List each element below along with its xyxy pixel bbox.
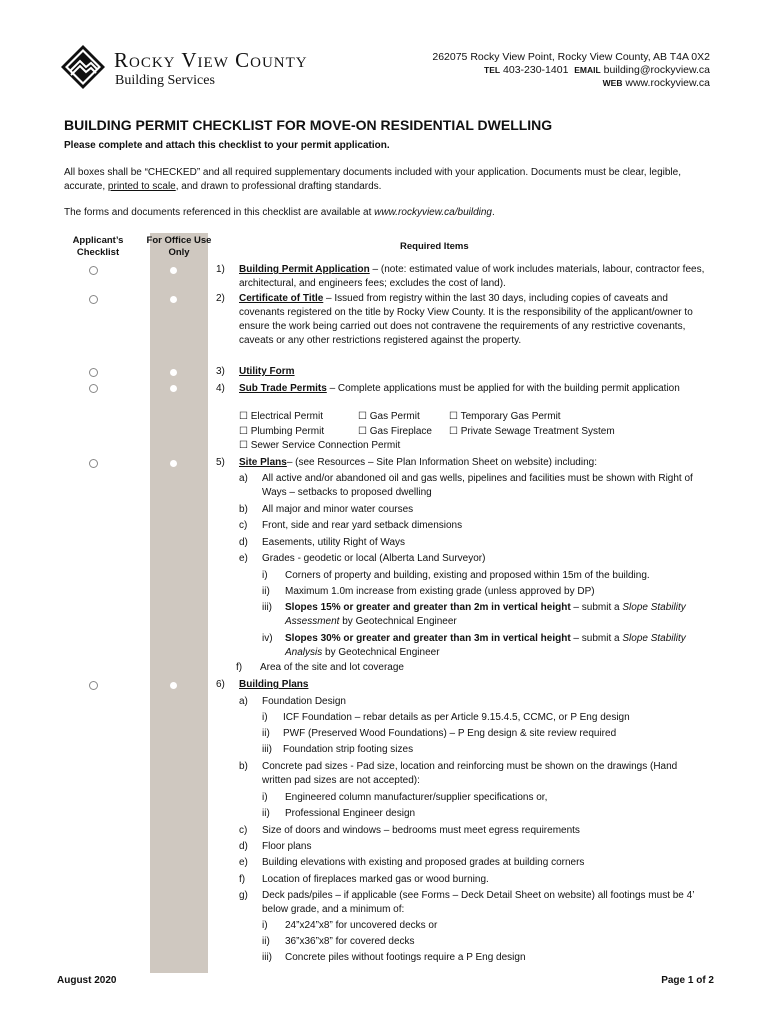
item-utility-form: Utility Form bbox=[239, 366, 295, 377]
office-checkbox-1[interactable] bbox=[170, 267, 177, 274]
org-name: Rocky View County bbox=[114, 48, 308, 72]
page-title: BUILDING PERMIT CHECKLIST FOR MOVE-ON RESIDENTIAL DWELLING bbox=[64, 117, 553, 133]
tel-value: 403-230-1401 bbox=[503, 64, 569, 76]
item-number: 4) bbox=[216, 383, 225, 394]
foundation-strip-footing: Foundation strip footing sizes bbox=[283, 744, 414, 755]
sub-label: d) bbox=[239, 841, 248, 852]
applicant-checkbox-6[interactable] bbox=[89, 681, 98, 690]
sub-label: a) bbox=[239, 696, 248, 707]
sub-label: i) bbox=[262, 920, 268, 931]
col-header-required: Required Items bbox=[400, 241, 469, 252]
item-number: 6) bbox=[216, 679, 225, 690]
org-department: Building Services bbox=[115, 73, 215, 88]
deck-covered: 36”x36”x8” for covered decks bbox=[285, 936, 415, 947]
item-building-plans: Building Plans bbox=[239, 679, 309, 690]
deck-uncovered: 24”x24”x8” for uncovered decks or bbox=[285, 920, 438, 931]
sub-label: iv) bbox=[262, 633, 273, 644]
item-site-plans: Site Plans– (see Resources – Site Plan Information Sheet on website) including: bbox=[239, 457, 597, 468]
applicant-checkbox-3[interactable] bbox=[89, 368, 98, 377]
site-plan-coverage: Area of the site and lot coverage bbox=[260, 662, 404, 673]
site-plan-water: All major and minor water courses bbox=[262, 504, 414, 515]
plans-concrete-pads: Concrete pad sizes - Pad size, location and reinforcing must be shown on the drawings (Hand written pad sizes are not accepted): bbox=[262, 761, 678, 786]
pads-engineer: Professional Engineer design bbox=[285, 808, 416, 819]
email-value[interactable]: building@rockyview.ca bbox=[603, 64, 710, 76]
office-checkbox-6[interactable] bbox=[170, 682, 177, 689]
footer-page-number: Page 1 of 2 bbox=[661, 975, 714, 986]
sub-label: b) bbox=[239, 504, 248, 515]
sub-label: iii) bbox=[262, 952, 272, 963]
sub-label: ii) bbox=[262, 728, 270, 739]
sub-label: f) bbox=[239, 874, 246, 885]
item-sub-trade-permits: Sub Trade Permits – Complete applications must be applied for with the building permit application bbox=[239, 383, 680, 394]
deck-concrete-piles: Concrete piles without footings require a P Eng design bbox=[285, 952, 526, 963]
plans-doors-windows: Size of doors and windows – bedrooms must meet egress requirements bbox=[262, 825, 580, 836]
county-logo bbox=[60, 44, 360, 94]
plans-elevations: Building elevations with existing and proposed grades at building corners bbox=[262, 857, 585, 868]
sub-label: ii) bbox=[262, 586, 270, 597]
sub-label: e) bbox=[239, 857, 248, 868]
col-header-office: For Office Use Only bbox=[146, 235, 212, 258]
item-building-permit-application: Building Permit Application – (note: estimated value of work includes materials, labour, contractor fees, architectural, and engineers fees; excludes the cost of land). bbox=[239, 264, 705, 289]
pads-manufacturer: Engineered column manufacturer/supplier specifications or, bbox=[285, 792, 548, 803]
sub-label: iii) bbox=[262, 602, 272, 613]
instructions-paragraph: All boxes shall be “CHECKED” and all required supplementary documents included with your application. Documents must be clear, legible, accurate, printed to scale, and drawn to professional drafting standards. bbox=[64, 167, 681, 192]
office-use-column bbox=[150, 233, 208, 973]
checkbox-gas-permit[interactable]: ☐ Gas Permit bbox=[358, 411, 420, 422]
forms-location-paragraph: The forms and documents referenced in this checklist are available at www.rockyview.ca/building. bbox=[64, 207, 495, 218]
address: 262075 Rocky View Point, Rocky View County, AB T4A 0X2 bbox=[432, 51, 710, 63]
checkbox-gas-fireplace[interactable]: ☐ Gas Fireplace bbox=[358, 426, 432, 437]
office-checkbox-3[interactable] bbox=[170, 369, 177, 376]
web-value[interactable]: www.rockyview.ca bbox=[625, 77, 710, 89]
grades-slope-30: Slopes 30% or greater and greater than 3m in vertical height – submit a Slope Stability Analysis by Geotechnical Engineer bbox=[285, 633, 686, 658]
sub-label: g) bbox=[239, 890, 248, 901]
email-label: EMAIL bbox=[574, 65, 601, 75]
sub-label: i) bbox=[262, 712, 268, 723]
col-header-applicant: Applicant’s Checklist bbox=[72, 235, 124, 258]
sub-label: i) bbox=[262, 570, 268, 581]
item-number: 5) bbox=[216, 457, 225, 468]
plans-deck-pads: Deck pads/piles – if applicable (see Forms – Deck Detail Sheet on website) all footings must be 4’ below grade, and a minimum of: bbox=[262, 890, 695, 915]
checkbox-plumbing-permit[interactable]: ☐ Plumbing Permit bbox=[239, 426, 325, 437]
plans-fireplaces: Location of fireplaces marked gas or wood burning. bbox=[262, 874, 489, 885]
applicant-checkbox-2[interactable] bbox=[89, 295, 98, 304]
sub-label: e) bbox=[239, 553, 248, 564]
item-number: 2) bbox=[216, 293, 225, 304]
grades-corners: Corners of property and building, existing and proposed within 15m of the building. bbox=[285, 570, 650, 581]
item-number: 1) bbox=[216, 264, 225, 275]
item-certificate-of-title: Certificate of Title – Issued from registry within the last 30 days, including copies of caveats and covenants registered on the title by Rocky View County. It is the responsibility of the applicant/owner to ensure the work being carried out does not contravene the requirements of any restrictive covenants, caveats or any other restrictions registered against the property. bbox=[239, 293, 693, 346]
item-number: 3) bbox=[216, 366, 225, 377]
checkbox-temporary-gas-permit[interactable]: ☐ Temporary Gas Permit bbox=[449, 411, 561, 422]
foundation-pwf: PWF (Preserved Wood Foundations) – P Eng design & site review required bbox=[283, 728, 617, 739]
sub-label: a) bbox=[239, 473, 248, 484]
sub-label: ii) bbox=[262, 808, 270, 819]
grades-max-increase: Maximum 1.0m increase from existing grade (unless approved by DP) bbox=[285, 586, 595, 597]
site-plan-grades: Grades - geodetic or local (Alberta Land Surveyor) bbox=[262, 553, 486, 564]
site-plan-wells: All active and/or abandoned oil and gas wells, pipelines and facilities must be shown with Right of Ways – setbacks to proposed dwelling bbox=[262, 473, 693, 498]
sub-label: c) bbox=[239, 520, 248, 531]
tel-label: TEL bbox=[484, 65, 501, 75]
sub-label: iii) bbox=[262, 744, 272, 755]
plans-foundation-design: Foundation Design bbox=[262, 696, 346, 707]
sub-label: ii) bbox=[262, 936, 270, 947]
printed-to-scale-text: printed to scale bbox=[107, 181, 176, 192]
plans-floor: Floor plans bbox=[262, 841, 312, 852]
office-checkbox-4[interactable] bbox=[170, 385, 177, 392]
sub-label: d) bbox=[239, 537, 248, 548]
sub-label: f) bbox=[236, 662, 243, 673]
office-checkbox-2[interactable] bbox=[170, 296, 177, 303]
foundation-icf: ICF Foundation – rebar details as per Article 9.15.4.5, CCMC, or P Eng design bbox=[283, 712, 630, 723]
sub-label: b) bbox=[239, 761, 248, 772]
checkbox-electrical-permit[interactable]: ☐ Electrical Permit bbox=[239, 411, 323, 422]
web-label: WEB bbox=[602, 78, 623, 88]
footer-date: August 2020 bbox=[57, 975, 117, 986]
contact-block bbox=[432, 51, 710, 90]
page-subtitle: Please complete and attach this checklist to your permit application. bbox=[64, 140, 390, 151]
site-plan-easements: Easements, utility Right of Ways bbox=[262, 537, 406, 548]
sub-label: i) bbox=[262, 792, 268, 803]
mountain-logo-icon bbox=[60, 44, 106, 90]
applicant-checkbox-5[interactable] bbox=[89, 459, 98, 468]
applicant-checkbox-1[interactable] bbox=[89, 266, 98, 275]
site-plan-setbacks: Front, side and rear yard setback dimensions bbox=[262, 520, 463, 531]
checkbox-sewer-service[interactable]: ☐ Sewer Service Connection Permit bbox=[239, 440, 401, 451]
sub-label: c) bbox=[239, 825, 248, 836]
forms-link[interactable]: www.rockyview.ca/building bbox=[374, 207, 492, 218]
applicant-checkbox-4[interactable] bbox=[89, 384, 98, 393]
grades-slope-15: Slopes 15% or greater and greater than 2m in vertical height – submit a Slope Stability Assessment by Geotechnical Engineer bbox=[285, 602, 686, 627]
office-checkbox-5[interactable] bbox=[170, 460, 177, 467]
checkbox-private-sewage[interactable]: ☐ Private Sewage Treatment System bbox=[449, 426, 615, 437]
